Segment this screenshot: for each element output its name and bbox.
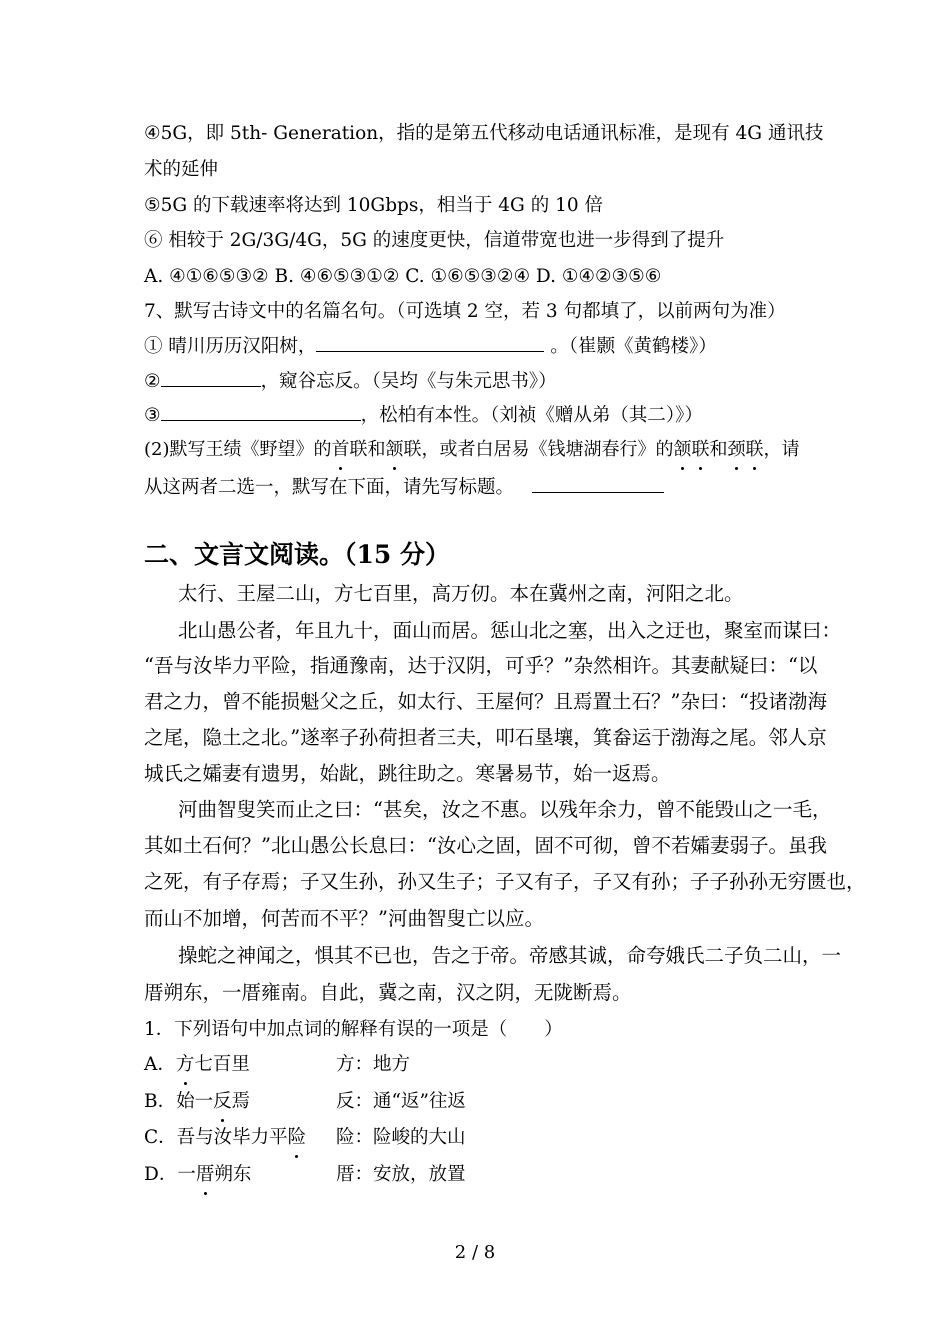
item-6: ⑥ 相较于 2G/3G/4G，5G 的速度更快，信道带宽也进一步得到了提升 xyxy=(144,230,725,251)
option-explanation: 险：险峻的大山 xyxy=(336,1127,466,1148)
text-segment: 始一 xyxy=(176,1091,214,1112)
text-segment: 朔东 xyxy=(214,1164,252,1185)
text-segment: 焉 xyxy=(231,1091,251,1112)
passage-p3-line-3: 之死，有子存焉；子又生孙，孙又生子；子又有子，子又有孙；子子孙孙无穷匮也， xyxy=(144,870,866,893)
item-4-line-2: 术的延伸 xyxy=(144,159,219,180)
dotted-char: 险 xyxy=(288,1125,307,1151)
question-7-part-2-line-2 xyxy=(144,474,814,501)
question-7-item-3 xyxy=(144,402,814,429)
option-label: D． xyxy=(144,1164,178,1185)
dotted-char: 联 xyxy=(746,437,764,463)
q7-3-prefix: ③ xyxy=(144,405,161,426)
section-heading: 二、文言文阅读。（15 分） xyxy=(144,540,450,569)
q7-1-prefix: ① 晴川历历汉阳树， xyxy=(144,336,317,357)
item-4-line-1: ④5G，即 5th- Generation，指的是第五代移动电话通讯标准，是现有 4G 通讯技 xyxy=(144,123,824,144)
passage-p2-line-5: 城氏之孀妻有遗男，始龀，跳往助之。寒暑易节，始一返焉。 xyxy=(144,762,671,785)
passage-p3-line-4: 而山不加增，何苦而不平？”河曲智叟亡以应。 xyxy=(144,907,544,930)
text-segment: 从这两者二选一，默写在下面，请先写标题。 xyxy=(144,477,515,498)
text-segment: 吾与汝毕力平 xyxy=(176,1127,288,1148)
dotted-char: 联 xyxy=(692,437,710,463)
answer-blank[interactable] xyxy=(532,474,664,493)
answer-blank[interactable] xyxy=(161,402,361,421)
option-explanation: 反：通“返”往返 xyxy=(336,1091,466,1112)
question-1: 1．下列语句中加点词的解释有误的一项是（ ） xyxy=(144,1019,563,1040)
passage-p2-line-1: 北山愚公者，年且九十，面山而居。惩山北之塞，出入之迂也，聚室而谋曰： xyxy=(178,619,842,642)
page-number: 2 / 8 xyxy=(454,1242,496,1263)
text-segment: 联，或者白居易《钱塘湖春行》的 xyxy=(403,439,674,460)
dotted-char: 颔 xyxy=(386,437,404,463)
passage-p2-line-4: 之尾，隐土之北。”遂率子孙荷担者三夫，叩石垦壤，箕畚运于渤海之尾。邻人京 xyxy=(144,726,827,749)
dotted-char: 颔 xyxy=(674,437,692,463)
q7-2-prefix: ② xyxy=(144,371,161,392)
option-label: B． xyxy=(144,1091,177,1112)
option-label: C． xyxy=(144,1127,177,1148)
answer-blank[interactable] xyxy=(161,368,261,387)
option-a xyxy=(144,1052,814,1078)
q7-2-suffix: ，窥谷忘反。（吴均《与朱元思书》） xyxy=(260,371,557,392)
question-7-title: 7、默写古诗文中的名篇名句。（可选填 2 空，若 3 句都填了，以前两句为准） xyxy=(144,301,786,322)
answer-options: A. ④①⑥⑤③② B. ④⑥⑤③①② C. ①⑥⑤③②④ D. ①④②③⑤⑥ xyxy=(144,266,662,287)
option-d xyxy=(144,1162,814,1188)
text-segment: 七百里 xyxy=(194,1054,250,1075)
passage-p4-line-1: 操蛇之神闻之，惧其不已也，告之于帝。帝感其诚，命夸娥氏二子负二山，一 xyxy=(178,944,842,967)
passage-p3-line-2: 其如土石何？”北山愚公长息曰：“汝心之固，固不可彻，曾不若孀妻弱子。虽我 xyxy=(144,834,827,857)
dotted-char: 颈 xyxy=(728,437,746,463)
text-segment: ，请 xyxy=(763,439,800,460)
item-5: ⑤5G 的下载速率将达到 10Gbps，相当于 4G 的 10 倍 xyxy=(144,195,604,216)
passage-p2-line-3: 君之力，曾不能损魁父之丘，如太行、王屋何？且焉置土石？”杂曰：“投诸渤海 xyxy=(144,690,827,713)
question-7-item-2 xyxy=(144,368,814,395)
passage-p2-line-2: “吾与汝毕力平险，指通豫南，达于汉阴，可乎？”杂然相许。其妻献疑曰：“以 xyxy=(144,654,818,677)
option-label: A． xyxy=(144,1054,176,1075)
q7-1-suffix: 。（崔颢《黄鹤楼》） xyxy=(550,336,717,357)
dotted-char: 厝 xyxy=(196,1162,215,1188)
passage-p3-line-1: 河曲智叟笑而止之曰：“甚矣，汝之不惠。以残年余力，曾不能毁山之一毛， xyxy=(178,798,832,821)
option-explanation: 方：地方 xyxy=(336,1054,411,1075)
passage-p1: 太行、王屋二山，方七百里，高万仞。本在冀州之南，河阳之北。 xyxy=(178,582,744,605)
question-7-item-1 xyxy=(144,333,814,360)
text-segment: 联和 xyxy=(349,439,386,460)
question-7-part-2-line-1 xyxy=(144,437,814,463)
q7-3-suffix: ，松柏有本性。（刘祯《赠从弟（其二）》） xyxy=(360,405,703,426)
option-c xyxy=(144,1125,814,1151)
text-segment: 一 xyxy=(177,1164,196,1185)
dotted-char: 反 xyxy=(213,1089,232,1115)
option-b xyxy=(144,1089,814,1115)
passage-p4-line-2: 厝朔东，一厝雍南。自此，冀之南，汉之阴，无陇断焉。 xyxy=(144,981,632,1004)
text-segment: (2)默写王绩《野望》的 xyxy=(144,439,332,460)
text-segment: 和 xyxy=(709,439,728,460)
dotted-char: 方 xyxy=(176,1052,195,1078)
dotted-char: 首 xyxy=(332,437,350,463)
option-explanation: 厝：安放，放置 xyxy=(336,1164,466,1185)
answer-blank[interactable] xyxy=(316,333,544,352)
